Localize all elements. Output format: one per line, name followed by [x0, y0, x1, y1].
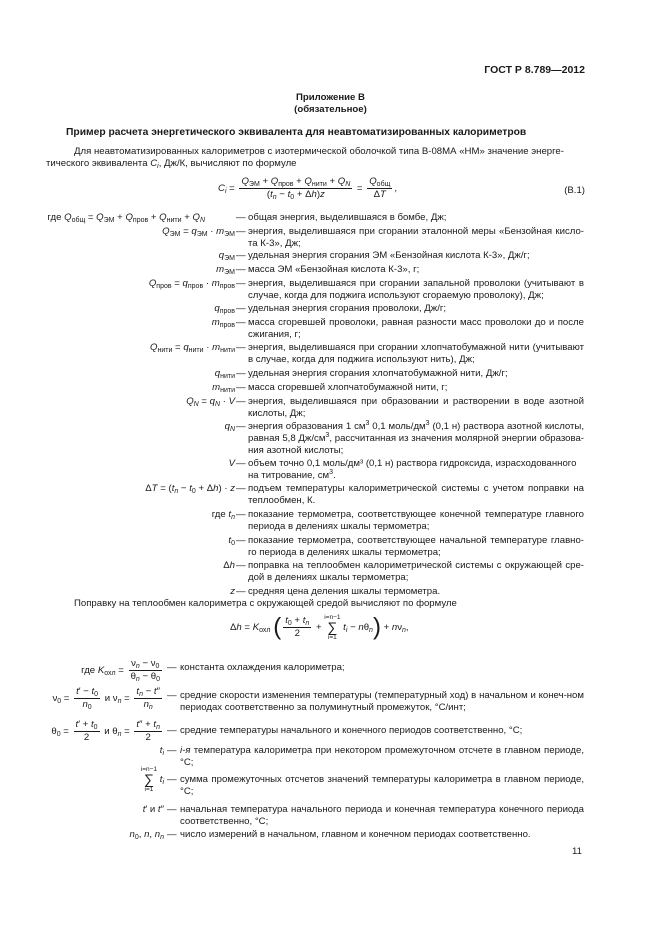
equation-correction: $\Delta h = K_{охл}$ ( $\frac{t_0 + t_n}{2}$ + i=n−1 ∑ i=1 $t_i - n\theta_n) + n\nu_n$,	[230, 613, 409, 641]
correction-intro: Поправку на теплообмен калориметра с окружающей средой вычисляют по формуле	[74, 598, 457, 609]
equation-number: (В.1)	[564, 185, 585, 196]
equation-b1: $C_i$ = $\frac{Q_{ЭМ} + Q_{пров} + Q_{нити} + Q_N}{(t_n - t_0 + \Delta h)z}$ = $\frac{Q_{общ}}{\Delta T}$ ,	[218, 176, 398, 201]
intro-line-1: Для неавтоматизированных калориметров с изотермической оболочкой типа В-08МА «НМ» значение энерге-	[74, 146, 564, 157]
standard-number: ГОСТ Р 8.789—2012	[484, 64, 585, 76]
page-number: 11	[572, 846, 582, 857]
appendix-title: Приложение В	[296, 92, 365, 103]
section-title: Пример расчета энергетического эквивалента для неавтоматизированных калориметров	[66, 127, 527, 138]
appendix-subtitle: (обязательное)	[294, 104, 367, 115]
intro-line-2: тического эквивалента $C_i$, Дж/К, вычисляют по формуле	[46, 158, 297, 170]
